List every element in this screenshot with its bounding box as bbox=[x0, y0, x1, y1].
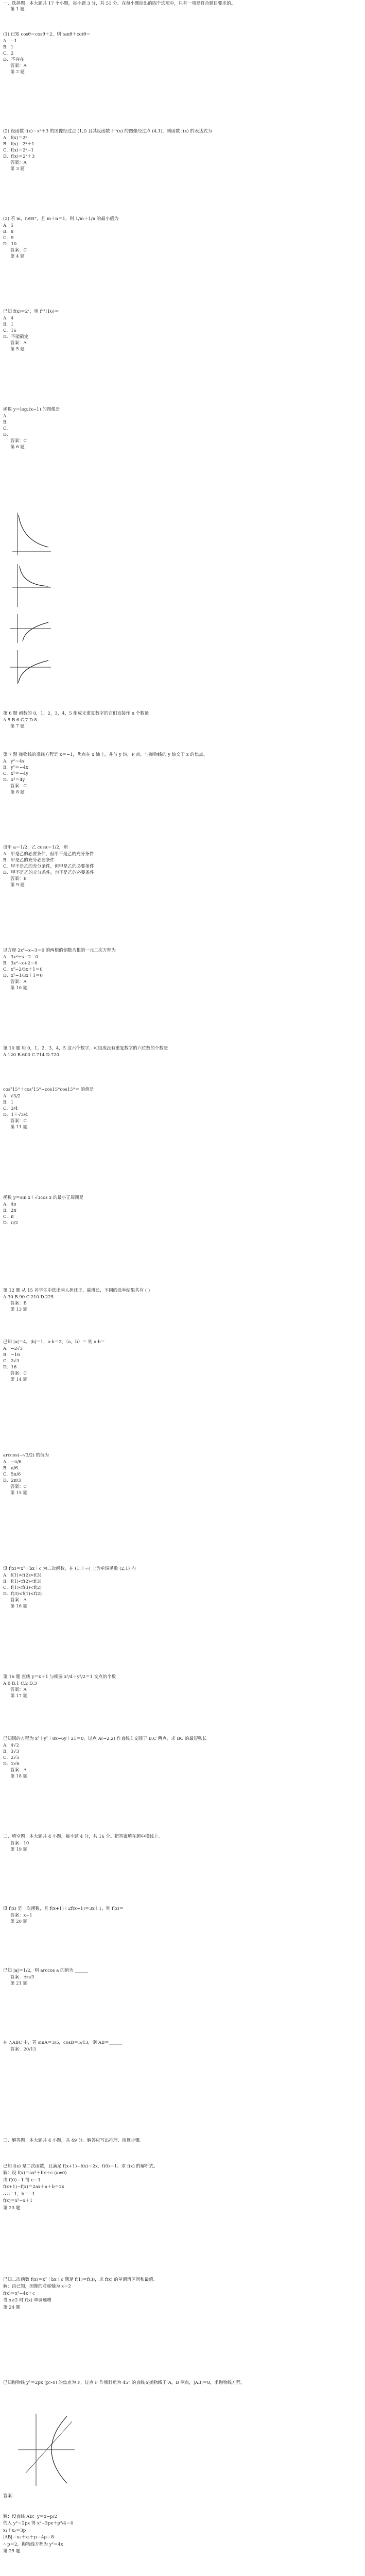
solution-step: f(x)＝x²−4x＋c bbox=[3, 2291, 35, 2296]
question-item bbox=[3, 1195, 343, 1227]
question-item bbox=[3, 1674, 343, 1700]
question-option: A．f(x)＝2ˣ bbox=[3, 135, 27, 141]
parabola-figure bbox=[15, 2411, 77, 2488]
question-option: D．π/2 bbox=[3, 1221, 19, 1226]
question-option: A． bbox=[3, 414, 11, 419]
question-option: A.120 B.600 C.714 D.720 bbox=[3, 1053, 59, 1058]
question-item bbox=[3, 309, 343, 353]
solution-step: 第 23 题 bbox=[3, 2205, 21, 2211]
question-option: B．1 bbox=[3, 322, 14, 328]
question-option: A.5 B.6 C.7 D.8 bbox=[3, 718, 37, 723]
question-option: B．f(1)<f(2)<f(3) bbox=[3, 1579, 42, 1585]
question-option: A．√3/2 bbox=[3, 1094, 21, 1099]
solution-step: |AB|＝x₁＋x₂＋p＝4p＝8 bbox=[3, 2535, 54, 2540]
question-number: 第 8 题 bbox=[10, 790, 25, 795]
question-option: C．9 bbox=[3, 235, 14, 241]
question-number: 第 5 题 bbox=[10, 347, 25, 352]
graph-label: 答案： bbox=[3, 2494, 16, 2499]
solution-step: f(x+1)−f(x)＝2ax＋a＋b＝2x bbox=[3, 2184, 64, 2190]
question-option: A．y²＝4x bbox=[3, 759, 25, 765]
question-option: D．2π/3 bbox=[3, 1478, 21, 1484]
solution-step: 解：由已知，图像的对称轴为 x＝2 bbox=[3, 2284, 71, 2290]
question-option: C．x²＝−4y bbox=[3, 771, 29, 777]
question-stem: 二、填空题：本大题共 4 小题，每小题 4 分，共 16 分。把答案填在题中横线上。 bbox=[3, 1834, 163, 1839]
question-number: 第 2 题 bbox=[10, 70, 25, 75]
question-stem: 以方程 2x²−x−3＝0 的两根的倒数为根的一元二次方程为 bbox=[3, 948, 116, 953]
section-3-heading bbox=[3, 2138, 343, 2145]
question-option: A．甲是乙的必要条件，但甲不是乙的充分条件 bbox=[3, 852, 94, 857]
answer-text: 答案：±π/3 bbox=[10, 1975, 34, 1980]
question-option: C．甲不是乙的充分条件，但甲是乙的必要条件 bbox=[3, 864, 94, 870]
question-option: B．8 bbox=[3, 229, 14, 235]
question-number: 第 1 题 bbox=[10, 7, 25, 12]
solution-2-steps bbox=[3, 2284, 343, 2311]
question-stem: 设 f(x)＝x²＋bx＋c 为二次函数，在 (1,＋∞) 上为单调函数 (2,1) 内 bbox=[3, 1566, 136, 1571]
section-intro bbox=[3, 1, 338, 12]
question-stem: 第 10 题 用 0，1，2，3，4，5 这六个数字，可组成没有重复数字的六位数的个数是 bbox=[3, 1046, 168, 1051]
question-stem: 已知 |a|＝1/2，则 arccos a 的值为 ______ bbox=[3, 1968, 88, 1973]
question-number: 第 11 题 bbox=[10, 1125, 28, 1130]
answer-text: 答案：A bbox=[10, 979, 27, 985]
question-stem: 第 12 题 从 15 名学生中选出两人担任正，副班长，不同的选举结果共有 ( ) bbox=[3, 1288, 150, 1293]
question-stem: 已知圆的方程为 x²＋y²＋8x−6y＋21＝0，过点 A(−2,2) 作直线 l 交圆于 B,C 两点，求 BC 的最短弦长 bbox=[3, 1736, 207, 1741]
question-item bbox=[3, 1453, 343, 1497]
question-option: D．10 bbox=[3, 242, 17, 247]
question-option: C．f(x)＝2ˣ−1 bbox=[3, 148, 34, 154]
question-option: B．y²＝−4x bbox=[3, 765, 28, 771]
solution-1-title: 已知 f(x) 是二次函数，且满足 f(x+1)−f(x)＝2x，f(0)＝1。求 f(x) 的解析式。 bbox=[3, 2164, 158, 2169]
solution-step: 解：设直线 AB：y＝x−p/2 bbox=[3, 2514, 58, 2519]
question-option: D．不存在 bbox=[3, 57, 24, 63]
answer-text: 答案：C bbox=[10, 1484, 27, 1490]
question-option: A.0 B.1 C.2 D.3 bbox=[3, 1681, 37, 1687]
answer-text: 答案：B bbox=[10, 876, 27, 882]
question-option: A．3x²＋x−2＝0 bbox=[3, 955, 38, 960]
answer-text: 答案：20/13 bbox=[10, 2047, 36, 2053]
question-option: D．x²−1/3x＋1＝0 bbox=[3, 973, 43, 979]
question-option: C． bbox=[3, 426, 11, 432]
answer-text: 答案：C bbox=[10, 1118, 27, 1124]
solution-step: 当 x≥2 时 f(x) 单调递增 bbox=[3, 2298, 51, 2303]
option-graph-b bbox=[7, 562, 54, 608]
question-option: A．−1 bbox=[3, 39, 18, 44]
question-item bbox=[3, 2040, 343, 2053]
solution-1 bbox=[3, 2164, 343, 2212]
solution-step: 第 24 题 bbox=[3, 2304, 21, 2310]
question-option: C．3/4 bbox=[3, 1106, 18, 1112]
option-graph-a bbox=[7, 510, 54, 556]
question-option: B．3x²−x+2＝0 bbox=[3, 961, 38, 967]
solution-step: f(x)＝x²−x＋1 bbox=[3, 2198, 33, 2204]
question-item bbox=[3, 1906, 343, 1925]
answer-text: 答案：A bbox=[10, 1768, 27, 1773]
question-item bbox=[3, 1046, 343, 1059]
question-number: 第 13 题 bbox=[10, 1307, 28, 1313]
question-stem: 函数 y＝sin x＋√3cos x 的最小正周期是 bbox=[3, 1195, 84, 1200]
question-item bbox=[3, 129, 343, 173]
question-stem: (2) 设函数 f(x)＝x²＋3 的图像经过点 (1,f) 且其反函数 f⁻¹(x) 的图像经过点 (4,1)，则函数 f(x) 的表达式为 bbox=[3, 129, 212, 134]
question-option: A.30 B.90 C.210 D.225 bbox=[3, 1295, 54, 1300]
question-option: C．2√3 bbox=[3, 1359, 20, 1364]
answer-text: 答案：A bbox=[10, 63, 27, 69]
question-number: 第 4 题 bbox=[10, 254, 25, 260]
question-stem: 函数 y＝log₂(x−1) 的图像是 bbox=[3, 407, 60, 412]
question-option: A．f(1)>f(2)>f(3) bbox=[3, 1573, 42, 1579]
solution-step: 解：设 f(x)＝ax²＋bx＋c (a≠0) bbox=[3, 2171, 67, 2176]
question-item bbox=[3, 1736, 343, 1780]
question-item bbox=[3, 1834, 343, 1853]
question-option: A．4√2 bbox=[3, 1743, 19, 1749]
question-option: B．−16 bbox=[3, 1352, 20, 1358]
question-option: C．2√5 bbox=[3, 1755, 20, 1761]
question-item bbox=[3, 845, 343, 889]
question-item bbox=[3, 32, 343, 76]
graph-caption bbox=[3, 2494, 343, 2500]
solution-3 bbox=[3, 2380, 343, 2387]
answer-text: 答案：B bbox=[10, 1301, 27, 1307]
question-option: D．甲不是乙的充分条件，也不是乙的必要条件 bbox=[3, 870, 94, 876]
question-item bbox=[3, 948, 343, 992]
answer-text: 答案：x−1 bbox=[10, 1913, 32, 1919]
question-option: B．3√3 bbox=[3, 1749, 19, 1755]
question-number: 第 7 题 bbox=[10, 724, 25, 730]
question-number: 第 20 题 bbox=[10, 1919, 28, 1925]
solution-step: x₁＋x₂＝3p bbox=[3, 2528, 26, 2533]
question-option: B．f(x)＝2ˣ＋1 bbox=[3, 142, 34, 147]
question-option: A．−π/6 bbox=[3, 1460, 22, 1465]
question-option: C．2 bbox=[3, 51, 14, 57]
answer-text: 答案：10 bbox=[10, 1841, 29, 1846]
solution-step: 代入 y²＝2px 得 x²−3px＋p²/4＝0 bbox=[3, 2521, 74, 2527]
question-option: B．1 bbox=[3, 45, 14, 50]
question-number: 第 19 题 bbox=[10, 1847, 28, 1853]
question-item bbox=[3, 711, 343, 730]
solution-2-title: 已知二次函数 f(x)＝x²＋bx＋c 满足 f(1)＝f(3)，求 f(x) 的单调增区间和最值。 bbox=[3, 2277, 158, 2282]
answer-text: 答案：C bbox=[10, 784, 27, 789]
question-stem: 已知 |a|＝4，|b|＝1，a·b＝2，〈a，b〉＝ 则 a·b＝ bbox=[3, 1340, 105, 1345]
question-option: A．4 bbox=[3, 316, 14, 321]
question-number: 第 17 题 bbox=[10, 1693, 28, 1699]
question-option: A．4π bbox=[3, 1202, 16, 1208]
question-number: 第 18 题 bbox=[10, 1774, 28, 1780]
question-item bbox=[3, 1566, 343, 1610]
question-stem: 已知 f(x)＝2ˣ，则 f⁻¹(16)＝ bbox=[3, 309, 59, 314]
solution-1-steps bbox=[3, 2171, 343, 2211]
question-stem: arccos(−√3/2) 的值为 bbox=[3, 1453, 49, 1458]
question-number: 第 3 题 bbox=[10, 166, 25, 172]
question-option: C．π bbox=[3, 1214, 14, 1220]
question-item bbox=[3, 1087, 343, 1131]
solution-2 bbox=[3, 2277, 343, 2312]
question-stem: (1) 已知 cosθ＝cosθ＋2，则 tanθ＋cotθ＝ bbox=[3, 32, 91, 37]
question-item bbox=[3, 1340, 343, 1383]
question-option: B．甲是乙的充分必要条件 bbox=[3, 858, 55, 863]
question-option: C．x²−2/3x＋1＝0 bbox=[3, 967, 43, 973]
question-item bbox=[3, 1288, 343, 1313]
question-number: 第 16 题 bbox=[10, 1604, 28, 1609]
question-option: C．16 bbox=[3, 328, 16, 334]
question-stem: 设甲 a＝1/2，乙 cosα＝1/2，则 bbox=[3, 845, 68, 850]
question-option: D．16 bbox=[3, 1365, 17, 1370]
question-option: D． bbox=[3, 432, 11, 438]
question-item bbox=[3, 1968, 343, 1987]
question-number: 第 10 题 bbox=[10, 986, 28, 991]
question-stem: 在 △ABC 中，若 sinA＝3/5，cosB＝5/13，则 AB＝______ bbox=[3, 2040, 123, 2045]
question-stem: 设 f(x) 是一次函数，且 f(x+1)＋2f(x−1)＝3x＋1，则 f(x)＝ bbox=[3, 1906, 124, 1911]
question-number: 第 15 题 bbox=[10, 1490, 28, 1496]
answer-text: 答案：C bbox=[10, 1371, 27, 1377]
question-item bbox=[3, 216, 343, 260]
question-option: B．1 bbox=[3, 1100, 14, 1106]
section-3-text: 三、解答题：本大题共 4 小题，共 49 分。解答应写出推理、演算步骤。 bbox=[3, 2138, 144, 2143]
question-stem: cos²15°＋cos²15°−cos15°cos15°＝ 的值是 bbox=[3, 1087, 94, 1092]
question-item bbox=[3, 407, 343, 451]
question-option: C．5π/6 bbox=[3, 1472, 21, 1478]
solution-3-steps bbox=[3, 2514, 343, 2555]
intro-text: 一、选择题：本大题共 17 个小题，每小题 3 分，共 51 分。在每小题给出的四个选项中，只有一项是符合题目要求的。 bbox=[3, 1, 236, 6]
question-option: B． bbox=[3, 420, 11, 426]
question-stem: 第 7 题 抛物线的准线方程是 x＝−1，焦点在 x 轴上，并与 y 轴，P 点，与抛物线的 y 轴交于 x 的焦点。 bbox=[3, 752, 208, 757]
solution-3-work bbox=[3, 2514, 343, 2556]
question-option: B．π/6 bbox=[3, 1466, 18, 1471]
question-number: 第 9 题 bbox=[10, 883, 25, 888]
answer-text: 答案：C bbox=[10, 248, 27, 253]
question-stem: 第 6 题 函数的 0，1，2，3，4，5 组成无重复数字的它们直接作 n 个数量 bbox=[3, 711, 149, 716]
question-option: D．x²＝4y bbox=[3, 777, 25, 783]
question-option: A．5 bbox=[3, 223, 14, 229]
question-option: D．不能确定 bbox=[3, 334, 29, 340]
question-number: 第 21 题 bbox=[10, 1981, 28, 1987]
option-graph-d bbox=[7, 649, 54, 685]
solution-3-title: 已知抛物线 y²＝2px (p>0) 的焦点为 F，过点 F 作倾斜角为 45° 的直线交抛物线于 A，B 两点，|AB|＝8，求抛物线方程。 bbox=[3, 2380, 245, 2385]
solution-step: 由 f(0)＝1 得 c＝1 bbox=[3, 2177, 41, 2183]
solution-step: ∴ a＝1，b＝−1 bbox=[3, 2191, 36, 2197]
question-stem: (3) 若 m，n∈R⁺，且 m＋n＝1，则 1/m＋1/n 的最小值为 bbox=[3, 216, 119, 222]
question-number: 第 6 题 bbox=[10, 445, 25, 450]
question-option: D．f(3)<f(1)<f(2) bbox=[3, 1591, 42, 1597]
question-option: B．2π bbox=[3, 1208, 16, 1214]
question-item bbox=[3, 752, 343, 796]
answer-text: 答案：C bbox=[10, 438, 27, 444]
question-number: 第 14 题 bbox=[10, 1377, 28, 1383]
question-option: D．2√6 bbox=[3, 1761, 20, 1767]
answer-text: 答案：A bbox=[10, 1687, 27, 1693]
solution-step: ∴ p＝2，抛物线方程为 y²＝4x bbox=[3, 2541, 63, 2547]
question-option: D．1＋√3/4 bbox=[3, 1112, 28, 1118]
answer-text: 答案：A bbox=[10, 1598, 27, 1603]
answer-text: 答案：A bbox=[10, 341, 27, 346]
answer-text: 答案：A bbox=[10, 160, 27, 166]
question-option: D．f(x)＝2ˣ＋3 bbox=[3, 154, 35, 160]
question-stem: 第 16 题 直线 y＝x＋1 与椭圆 x²/4＋y²/2＝1 交点的个数 bbox=[3, 1674, 116, 1680]
option-graph-c bbox=[7, 613, 54, 644]
solution-step: 第 25 题 bbox=[3, 2549, 21, 2554]
question-option: C．f(1)<f(3)<f(2) bbox=[3, 1585, 42, 1591]
question-option: A．−2√3 bbox=[3, 1346, 23, 1352]
